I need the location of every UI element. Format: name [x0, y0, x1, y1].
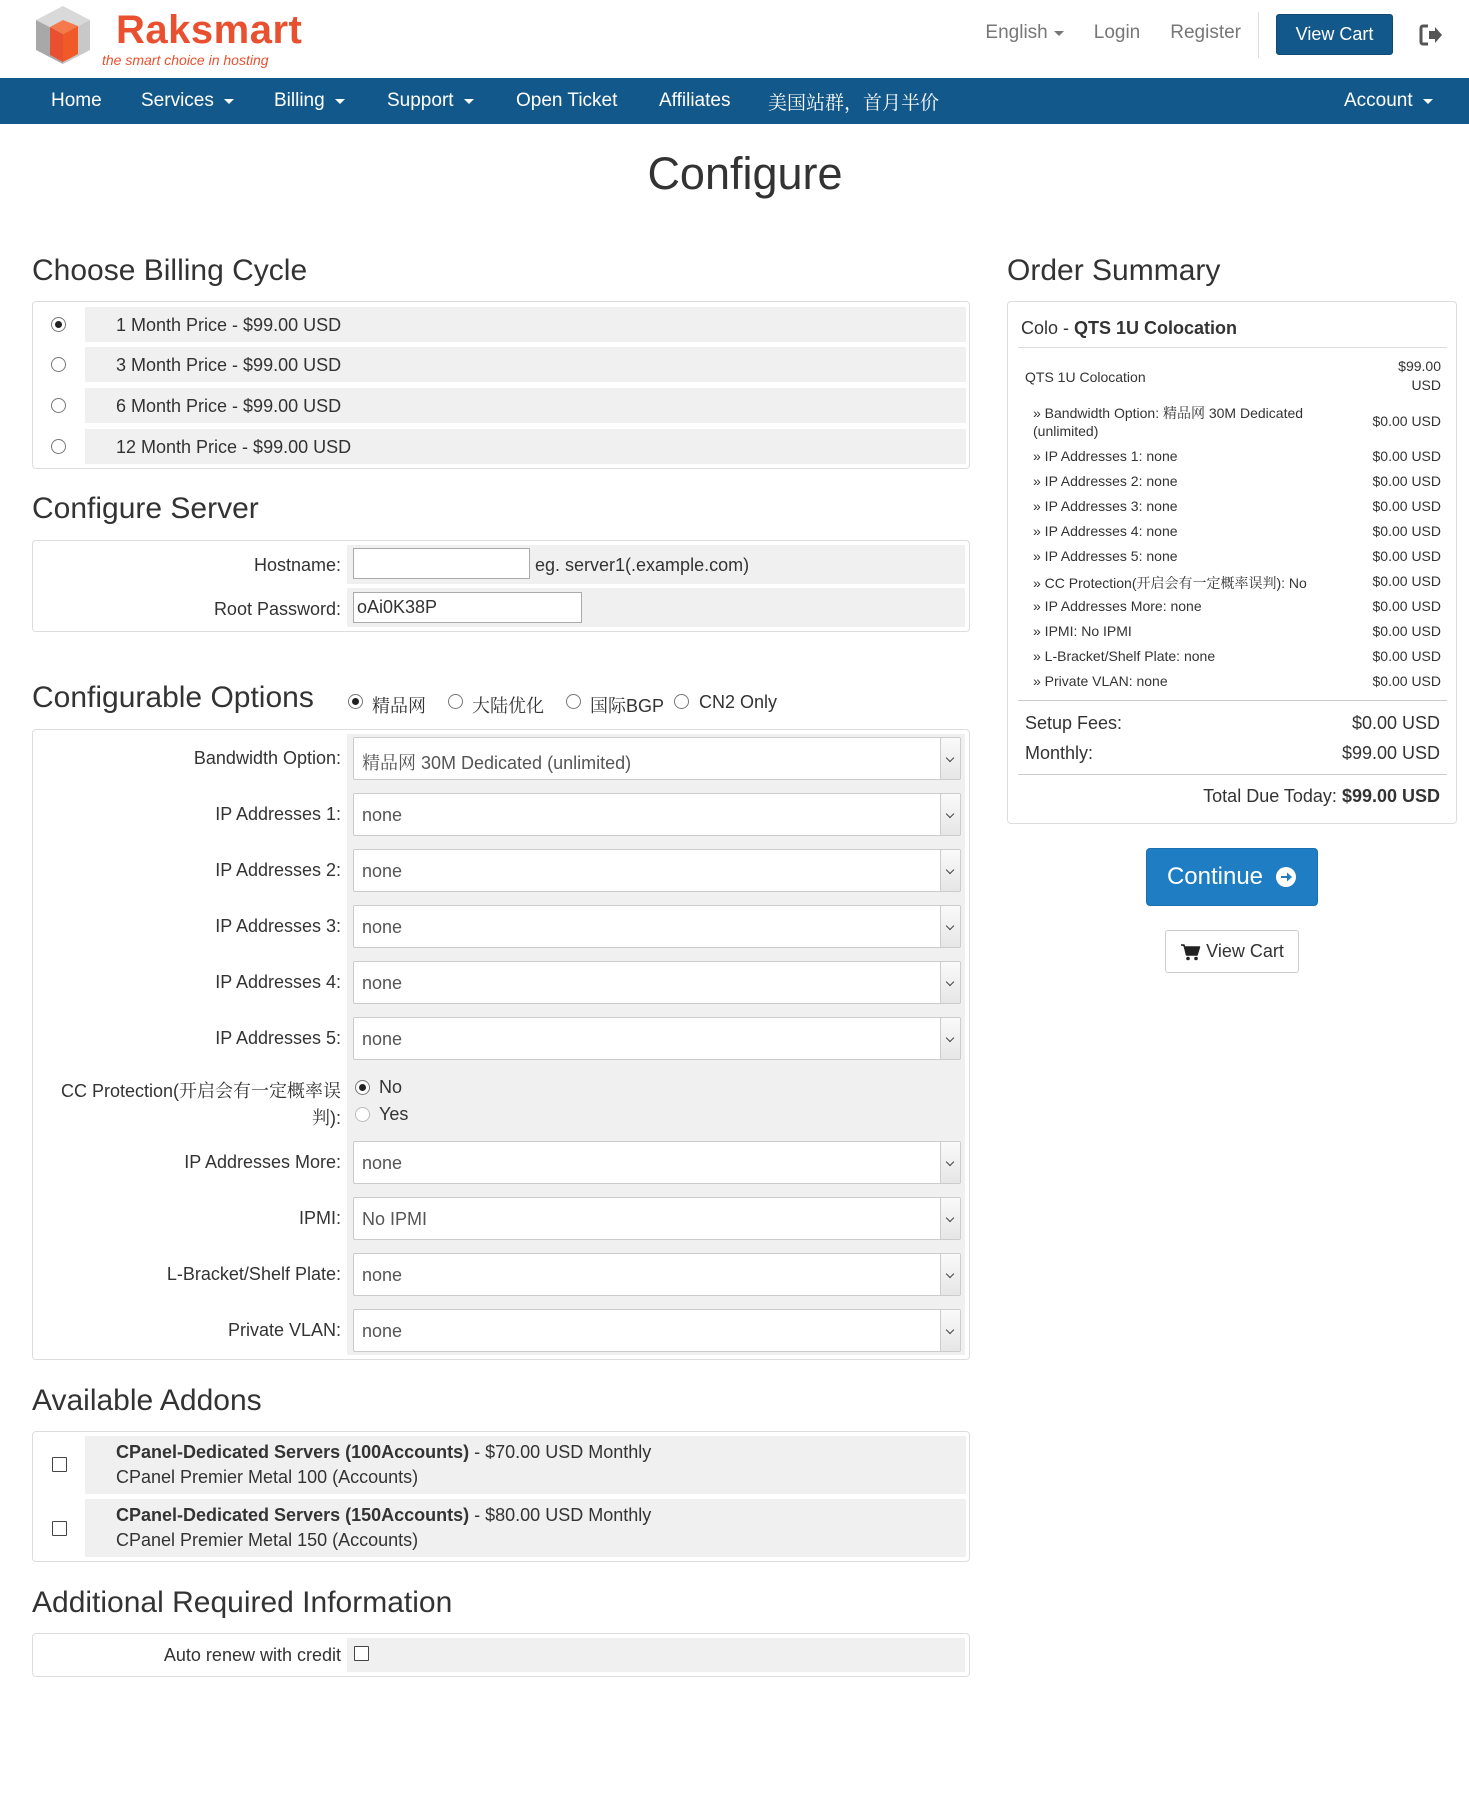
monthly-value: $99.00 USD: [1341, 743, 1440, 763]
nav-home[interactable]: Home: [51, 90, 102, 111]
billing-1-month-radio[interactable]: [51, 317, 66, 332]
cc-no-label: No: [379, 1077, 403, 1097]
nav-services[interactable]: [141, 78, 234, 124]
ip3-select[interactable]: [353, 905, 961, 948]
divider: [1018, 774, 1447, 775]
addon-desc: CPanel Premier Metal 150 (Accounts): [116, 1530, 419, 1550]
chevron-down-icon: [940, 1142, 960, 1183]
network-tab-radio-mainland[interactable]: [448, 694, 463, 709]
total-due: [1203, 786, 1440, 807]
hostname-label: Hostname:: [253, 555, 341, 575]
addon-price: - $70.00 USD Monthly: [469, 1442, 652, 1462]
shopping-cart-icon: [1180, 943, 1202, 961]
vlan-select[interactable]: [353, 1309, 961, 1352]
divider: [1018, 347, 1447, 348]
chevron-down-icon: [1423, 99, 1433, 104]
nav-promo[interactable]: 美国站群，首月半价: [768, 92, 940, 114]
summary-line-cont: (unlimited): [1033, 423, 1099, 439]
summary-line: » IP Addresses 4: none: [1033, 523, 1178, 539]
summary-line-price: $0.00 USD: [1372, 498, 1441, 514]
addon-desc: CPanel Premier Metal 100 (Accounts): [116, 1467, 419, 1487]
summary-line-price: $0.00 USD: [1372, 473, 1441, 489]
summary-line: » CC Protection(开启会有一定概率误判): No: [1033, 575, 1307, 591]
select-value: none: [362, 917, 403, 937]
summary-line-price: $0.00 USD: [1372, 673, 1441, 689]
monthly-label: Monthly:: [1025, 743, 1094, 763]
select-value: none: [362, 861, 403, 881]
configurable-options-title: Configurable Options: [32, 681, 314, 714]
chevron-down-icon: [1054, 31, 1064, 36]
addons-panel: [32, 1431, 970, 1562]
summary-line-price: $0.00 USD: [1372, 448, 1441, 464]
chevron-down-icon: [940, 1310, 960, 1351]
billing-cycle-panel: [32, 301, 970, 469]
nav-support[interactable]: [387, 78, 474, 124]
configure-server-panel: [32, 540, 970, 632]
nav-account[interactable]: [1344, 78, 1433, 124]
additional-info-panel: [32, 1633, 970, 1677]
billing-option-label: 3 Month Price - $99.00 USD: [116, 355, 342, 375]
addon-100-checkbox[interactable]: [52, 1457, 67, 1472]
addon-price: - $80.00 USD Monthly: [469, 1505, 652, 1525]
cc-protection-yes-radio[interactable]: [355, 1107, 370, 1122]
bandwidth-label: Bandwidth Option:: [193, 748, 341, 768]
network-tab-label: 大陆优化: [472, 696, 544, 716]
summary-lines: [1025, 358, 1441, 648]
summary-line: » Bandwidth Option: 精品网 30M Dedicated: [1033, 405, 1304, 421]
logout-icon[interactable]: [1418, 22, 1444, 48]
summary-base-item: QTS 1U Colocation: [1025, 369, 1146, 385]
summary-line-price: $0.00 USD: [1372, 623, 1441, 639]
billing-option-label: 12 Month Price - $99.00 USD: [116, 437, 352, 457]
chevron-down-icon: [940, 906, 960, 947]
network-tab-label: CN2 Only: [699, 692, 778, 712]
select-value: none: [362, 1265, 403, 1285]
network-tab-radio-cn2[interactable]: [674, 694, 689, 709]
root-password-label: Root Password:: [213, 599, 341, 619]
divider: [1018, 700, 1447, 701]
summary-line: » IPMI: No IPMI: [1033, 623, 1132, 639]
billing-3-month-radio[interactable]: [51, 357, 66, 372]
billing-cycle-title: Choose Billing Cycle: [32, 254, 308, 287]
cc-protection-no-radio[interactable]: [355, 1080, 370, 1095]
summary-line: » L-Bracket/Shelf Plate: none: [1033, 648, 1216, 664]
brand-name: Raksmart: [116, 8, 303, 52]
nav-support-label: Support: [387, 90, 454, 111]
ip3-label: IP Addresses 3:: [215, 916, 341, 936]
nav-billing-label: Billing: [274, 90, 325, 111]
total-due-value: $99.00 USD: [1341, 786, 1440, 806]
ipmore-label: IP Addresses More:: [184, 1152, 341, 1172]
summary-base-price-1: $99.00: [1398, 358, 1441, 374]
ip1-select[interactable]: [353, 793, 961, 836]
ip2-select[interactable]: [353, 849, 961, 892]
ip5-select[interactable]: [353, 1017, 961, 1060]
summary-line: » IP Addresses 5: none: [1033, 548, 1178, 564]
select-value: 精品网 30M Dedicated (unlimited): [362, 753, 632, 773]
ipmore-select[interactable]: [353, 1141, 961, 1184]
summary-line-price: $0.00 USD: [1372, 598, 1441, 614]
chevron-down-icon: [464, 99, 474, 104]
setup-fees-value: $0.00 USD: [1351, 713, 1440, 733]
billing-option-label: 1 Month Price - $99.00 USD: [116, 315, 342, 335]
summary-line-price: $0.00 USD: [1372, 523, 1441, 539]
chevron-down-icon: [224, 99, 234, 104]
select-value: none: [362, 1153, 403, 1173]
hostname-input[interactable]: [353, 548, 530, 579]
network-tab-radio-jingpin[interactable]: [348, 694, 363, 709]
login-link[interactable]: Login: [1093, 22, 1141, 43]
chevron-down-icon: [940, 738, 960, 779]
view-cart-button[interactable]: [1165, 930, 1299, 973]
language-label: English: [985, 22, 1048, 43]
cube-logo-icon: [32, 4, 94, 66]
ip2-label: IP Addresses 2:: [215, 860, 341, 880]
ip4-label: IP Addresses 4:: [215, 972, 341, 992]
addon-item: [116, 1505, 651, 1526]
chevron-down-icon: [940, 1254, 960, 1295]
summary-line: » Private VLAN: none: [1033, 673, 1168, 689]
billing-12-month-radio[interactable]: [51, 439, 66, 454]
chevron-down-icon: [940, 850, 960, 891]
addons-title: Available Addons: [32, 1384, 262, 1417]
chevron-down-icon: [940, 1018, 960, 1059]
site-header: [0, 0, 1469, 78]
lbracket-label: L-Bracket/Shelf Plate:: [166, 1264, 341, 1284]
total-due-label: Total Due Today:: [1203, 786, 1342, 806]
nav-account-label: Account: [1344, 90, 1413, 111]
select-value: none: [362, 973, 403, 993]
main-nav: [0, 78, 1469, 124]
addon-item: [116, 1442, 651, 1463]
select-value: none: [362, 1321, 403, 1341]
billing-option-label: 6 Month Price - $99.00 USD: [116, 396, 342, 416]
summary-line: » IP Addresses More: none: [1033, 598, 1202, 614]
view-cart-label: View Cart: [1206, 941, 1284, 961]
summary-product: [1021, 318, 1237, 339]
lbracket-select[interactable]: [353, 1253, 961, 1296]
page-title: Configure: [647, 148, 843, 199]
auto-renew-checkbox[interactable]: [354, 1646, 369, 1661]
ipmi-select[interactable]: [353, 1197, 961, 1240]
select-value: none: [362, 805, 403, 825]
summary-base-price-2: USD: [1411, 377, 1441, 393]
cc-protection-label-line1: CC Protection(开启会有一定概率误: [60, 1081, 341, 1101]
addon-150-checkbox[interactable]: [52, 1521, 67, 1536]
register-link[interactable]: Register: [1170, 22, 1241, 43]
configure-server-title: Configure Server: [32, 492, 259, 525]
order-summary-title: Order Summary: [1007, 254, 1221, 287]
divider: [1258, 12, 1259, 58]
ip5-label: IP Addresses 5:: [215, 1028, 341, 1048]
summary-line-price: $0.00 USD: [1372, 413, 1441, 429]
view-cart-button[interactable]: View Cart: [1276, 14, 1393, 55]
summary-line: » IP Addresses 1: none: [1033, 448, 1178, 464]
chevron-down-icon: [940, 1198, 960, 1239]
network-tab-label: 精品网: [372, 696, 426, 716]
select-value: none: [362, 1029, 403, 1049]
addon-name: CPanel-Dedicated Servers (100Accounts): [116, 1442, 470, 1462]
summary-line-price: $0.00 USD: [1372, 648, 1441, 664]
bandwidth-select[interactable]: [353, 737, 961, 780]
continue-button[interactable]: [1146, 848, 1318, 906]
ip4-select[interactable]: [353, 961, 961, 1004]
summary-line: » IP Addresses 2: none: [1033, 473, 1178, 489]
cc-yes-label: Yes: [379, 1104, 409, 1124]
arrow-circle-right-icon: [1275, 866, 1297, 888]
vlan-label: Private VLAN:: [227, 1320, 341, 1340]
cc-protection-label-line2: 判):: [312, 1108, 341, 1128]
root-password-input[interactable]: [353, 592, 582, 623]
billing-6-month-radio[interactable]: [51, 398, 66, 413]
addon-name: CPanel-Dedicated Servers (150Accounts): [116, 1505, 470, 1525]
top-links: [985, 22, 1241, 44]
brand-tagline: the smart choice in hosting: [102, 52, 269, 68]
ipmi-label: IPMI:: [298, 1208, 341, 1228]
chevron-down-icon: [940, 962, 960, 1003]
nav-billing[interactable]: [274, 78, 345, 124]
summary-line-price: $0.00 USD: [1372, 573, 1441, 589]
configurable-options-panel: [32, 729, 970, 1360]
summary-line: » IP Addresses 3: none: [1033, 498, 1178, 514]
order-summary-panel: [1007, 301, 1457, 824]
hostname-hint: eg. server1(.example.com): [535, 555, 750, 575]
network-tab-label: 国际BGP: [590, 696, 665, 716]
row-bg: [347, 1638, 965, 1672]
nav-affiliates[interactable]: Affiliates: [659, 90, 731, 111]
ip1-label: IP Addresses 1:: [215, 804, 341, 824]
chevron-down-icon: [940, 794, 960, 835]
nav-services-label: Services: [141, 90, 214, 111]
summary-lines-2: [1025, 648, 1441, 708]
additional-info-title: Additional Required Information: [32, 1586, 453, 1619]
brand-logo[interactable]: [32, 4, 303, 70]
network-tab-radio-bgp[interactable]: [566, 694, 581, 709]
chevron-down-icon: [335, 99, 345, 104]
continue-label: Continue: [1166, 863, 1264, 890]
product-name: QTS 1U Colocation: [1074, 318, 1238, 338]
select-value: No IPMI: [362, 1209, 428, 1229]
nav-open-ticket[interactable]: Open Ticket: [516, 90, 618, 111]
product-group: Colo -: [1021, 318, 1075, 338]
auto-renew-label: Auto renew with credit: [163, 1645, 341, 1665]
setup-fees-label: Setup Fees:: [1025, 713, 1123, 733]
summary-line-price: $0.00 USD: [1372, 548, 1441, 564]
language-selector[interactable]: [985, 22, 1063, 44]
